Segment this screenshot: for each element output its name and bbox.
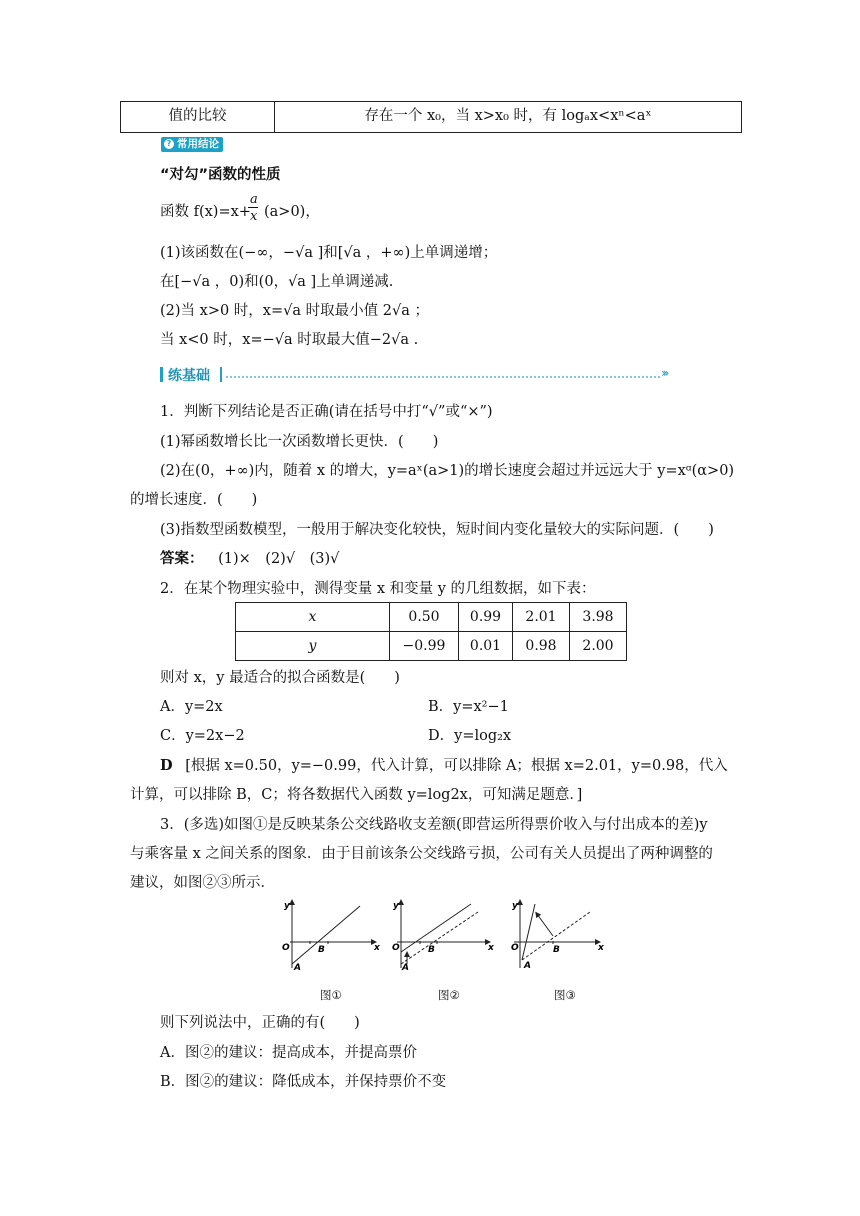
conclusion-line-2: 在[−√a ，0)和(0，√a ]上单调递减.	[160, 274, 394, 290]
q3-line-3: 建议，如图②③所示．	[130, 875, 275, 891]
q3-option-b: B．图②的建议：降低成本，并保持票价不变	[160, 1074, 447, 1090]
point-label-a: A	[402, 963, 409, 973]
graph-line-new	[522, 904, 535, 960]
origin-label: O	[282, 943, 290, 953]
point-label-b: B	[553, 945, 560, 955]
q3-line-1: 3．(多选)如图①是反映某条公交线路收支差额(即营运所得票价收入与付出成本的差)y	[160, 817, 708, 833]
answer-label: 答案：	[160, 551, 204, 567]
graph-line-old	[401, 912, 478, 964]
comparison-table	[120, 101, 742, 133]
q3-line-2: 与乘客量 x 之间关系的图象．由于目前该条公交线路亏损，公司有关人员提出了两种调整的	[130, 846, 713, 862]
table-cell: 0.99	[459, 603, 513, 632]
function-suffix: (a>0)，	[264, 204, 320, 220]
figure-2	[392, 901, 495, 973]
figure-3	[511, 901, 605, 971]
q1-answer	[160, 547, 339, 568]
section-label: 练基础	[168, 368, 210, 384]
q1-stem: 1．判断下列结论是否正确(请在括号中打“√”或“×”)	[160, 404, 493, 420]
q1-statement-1: (1)幂函数增长比一次函数增长更快．( )	[160, 434, 439, 450]
q1-statement-2a: (2)在(0，+∞)内，随着 x 的增大，y=aˣ(a>1)的增长速度会超过并远远大于 y=xᵅ(α>0)	[160, 463, 735, 479]
solution-key: D	[160, 757, 173, 774]
point-label-a: A	[524, 961, 531, 971]
q2-solution-line-1	[160, 754, 728, 775]
graph-line	[292, 906, 360, 964]
table-row	[236, 603, 627, 632]
q3-ask: 则下列说法中，正确的有( )	[160, 1015, 360, 1031]
q1-statement-2b: 的增长速度．( )	[130, 492, 258, 508]
conclusion-line-3: (2)当 x>0 时，x=√a 时取最小值 2√a ；	[160, 303, 429, 319]
table-row	[236, 632, 627, 661]
row-label-y: y	[236, 632, 390, 661]
point-label-b: B	[318, 945, 325, 955]
axis-label-y: y	[393, 901, 399, 911]
fraction-denominator: x	[250, 209, 258, 224]
table-cell: 2.00	[570, 632, 627, 661]
conclusion-title: “对勾”函数的性质	[160, 167, 281, 183]
axis-label-y: y	[284, 901, 290, 911]
q2-option-a: A．y=2x	[160, 699, 223, 715]
q2-option-d: D．y=log₂x	[428, 728, 512, 744]
point-label-a: A	[294, 963, 301, 973]
table-cell: 0.98	[513, 632, 570, 661]
table-cell: 2.01	[513, 603, 570, 632]
q2-option-c: C．y=2x−2	[160, 728, 245, 744]
q2-solution-line-2: 计算，可以排除 B，C；将各数据代入函数 y=log2x，可知满足题意．]	[130, 787, 583, 803]
figure-3-caption: 图③	[554, 988, 576, 1002]
axis-label-y: y	[512, 901, 518, 911]
figures-group	[270, 898, 604, 1006]
point-label-b: B	[428, 945, 435, 955]
row-label-x: x	[236, 603, 390, 632]
rotate-arrow	[537, 914, 553, 936]
table-cell: 0.50	[390, 603, 459, 632]
q1-statement-3: (3)指数型函数模型，一般用于解决变化较快，短时间内变化量较大的实际问题．( )	[160, 522, 714, 538]
answer-text: (1)× (2)√ (3)√	[218, 551, 340, 567]
axis-label-x: x	[598, 943, 604, 953]
table-cell: 0.01	[459, 632, 513, 661]
question-icon: ?	[164, 139, 174, 149]
q2-stem: 2．在某个物理实验中，测得变量 x 和变量 y 的几组数据，如下表：	[160, 581, 596, 597]
fraction-numerator: a	[250, 192, 258, 207]
badge-label: 常用结论	[177, 138, 219, 150]
conclusion-line-4: 当 x<0 时，x=−√a 时取最大值−2√a .	[160, 332, 419, 348]
axis-label-x: x	[374, 943, 380, 953]
table-cell: 3.98	[570, 603, 627, 632]
dotted-divider	[226, 376, 660, 378]
graph-line-new	[401, 904, 471, 952]
function-prefix: 函数 f(x)=x+	[160, 204, 251, 220]
axis-label-x: x	[488, 943, 494, 953]
figure-1	[282, 901, 381, 973]
section-header-basic-practice	[160, 364, 667, 386]
fraction-bar	[248, 207, 258, 208]
chevrons-icon: ›››	[661, 366, 667, 380]
q2-ask: 则对 x，y 最适合的拟合函数是( )	[160, 670, 400, 686]
figure-2-caption: 图②	[438, 988, 460, 1002]
q3-option-a: A．图②的建议：提高成本，并提高票价	[160, 1045, 417, 1061]
q2-option-b: B．y=x²−1	[428, 699, 509, 715]
table-cell: −0.99	[390, 632, 459, 661]
table-cell-content: 存在一个 x₀，当 x>x₀ 时，有 logₐx<xⁿ<aˣ	[364, 108, 652, 124]
data-table	[235, 602, 627, 661]
origin-label: O	[392, 943, 400, 953]
figure-1-caption: 图①	[320, 988, 342, 1002]
conclusion-line-1: (1)该函数在(−∞，−√a ]和[√a ，+∞)上单调递增；	[160, 245, 498, 261]
origin-label: O	[511, 943, 519, 953]
solution-text-1: [根据 x=0.50，y=−0.99，代入计算，可以排除 A；根据 x=2.01，y=0.98，代入	[185, 758, 728, 774]
table-cell-label: 值的比较	[121, 102, 275, 132]
common-conclusion-badge	[161, 137, 223, 152]
